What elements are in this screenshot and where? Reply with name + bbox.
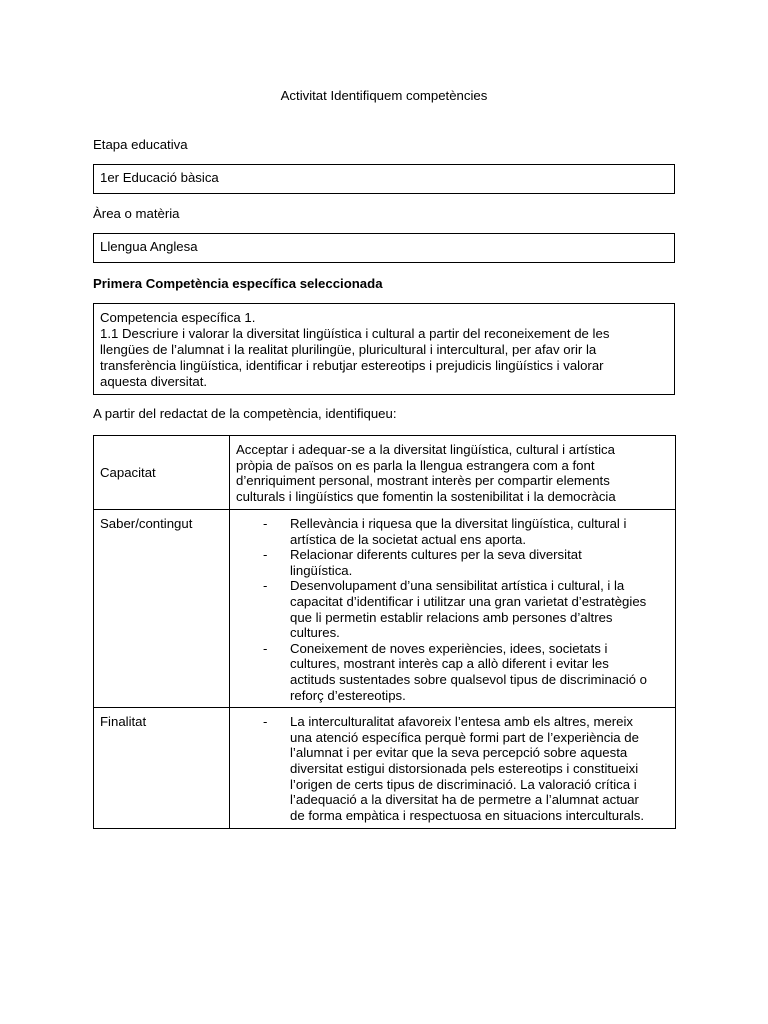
capacitat-line: culturals i lingüístics que fomentin la sostenibilitat i la democràcia (236, 488, 616, 504)
competencia-line: aquesta diversitat. (100, 374, 208, 389)
competencia-heading: Primera Competència específica seleccionada (93, 276, 383, 291)
list-item-line: l’origen de certs tipus de discriminació. La valoració crítica i (290, 776, 637, 792)
finalitat-list (236, 714, 669, 823)
list-item-line: - Coneixement de noves experiències, idees, societats i (290, 640, 608, 656)
list-item-line: - Relacionar diferents cultures per la seva diversitat (290, 547, 582, 563)
etapa-box (93, 164, 675, 194)
saber-content (230, 510, 676, 708)
list-item-line: una atenció específica perquè formi part de l’experiència de (290, 729, 639, 745)
list-item-line: reforç d’estereotips. (290, 687, 406, 703)
capacitat-line: pròpia de països on es parla la llengua estrangera com a font (236, 457, 595, 473)
finalitat-label: Finalitat (94, 708, 230, 829)
competencia-line: Competencia específica 1. (100, 310, 256, 325)
list-item-line: lingüística. (290, 562, 353, 578)
competencia-line: 1.1 Descriure i valorar la diversitat lingüística i cultural a partir del reconeixement de les (100, 326, 610, 341)
table-row (94, 510, 676, 708)
list-item-line: de forma empàtica i respectuosa en situacions interculturals. (290, 807, 645, 823)
capacitat-content (230, 436, 676, 510)
list-item-line: l’adequació a la diversitat ha de permetre a l’alumnat actuar (290, 792, 639, 808)
area-label: Àrea o matèria (93, 206, 180, 221)
competencia-box (93, 303, 675, 395)
list-item-line: - Desenvolupament d’una sensibilitat artística i cultural, i la (290, 578, 625, 594)
list-item (258, 641, 669, 703)
area-value: Llengua Anglesa (100, 239, 198, 254)
list-item (258, 578, 669, 640)
list-item (258, 714, 669, 823)
finalitat-content (230, 708, 676, 829)
list-item (258, 547, 669, 578)
list-item-line: - Rellevància i riquesa que la diversitat lingüística, cultural i (290, 516, 627, 531)
list-item-line: artística de la societat actual ens aporta. (290, 531, 527, 547)
list-item-line: capacitat d’identificar i utilitzar una gran varietat d’estratègies (290, 593, 647, 609)
competency-table (93, 435, 676, 829)
competencia-line: transferència lingüística, identificar i rebutjar estereotips i prejudicis lingüístics i valorar (100, 358, 604, 373)
etapa-label: Etapa educativa (93, 137, 188, 152)
capacitat-label: Capacitat (94, 436, 230, 510)
list-item-line: l’alumnat i per evitar que la seva percepció sobre aquesta (290, 745, 628, 761)
list-item-line: que li permetin establir relacions amb persones d’altres (290, 609, 613, 625)
identify-label: A partir del redactat de la competència, identifiqueu: (93, 406, 397, 421)
table-row (94, 708, 676, 829)
list-item-line: cultures, mostrant interès cap a allò diferent i evitar les (290, 656, 609, 672)
list-item-line: - La interculturalitat afavoreix l’entesa amb els altres, mereix (290, 714, 634, 730)
saber-label: Saber/contingut (94, 510, 230, 708)
competencia-line: llengües de l’alumnat i la realitat plurilingüe, pluricultural i intercultural, per afav orir la (100, 342, 597, 357)
list-item-line: actituds sustentades sobre qualsevol tipus de discriminació o (290, 671, 647, 687)
etapa-value: 1er Educació bàsica (100, 170, 219, 185)
area-box (93, 233, 675, 263)
capacitat-line: Acceptar i adequar-se a la diversitat lingüística, cultural i artística (236, 442, 615, 457)
table-row (94, 436, 676, 510)
capacitat-line: d’enriquiment personal, mostrant interès per compartir elements (236, 473, 610, 489)
list-item-line: diversitat estigui distorsionada pels estereotips i constitueixi (290, 760, 639, 776)
page-title: Activitat Identifiquem competències (280, 88, 488, 103)
saber-list (236, 516, 669, 703)
list-item (258, 516, 669, 547)
list-item-line: cultures. (290, 625, 340, 641)
